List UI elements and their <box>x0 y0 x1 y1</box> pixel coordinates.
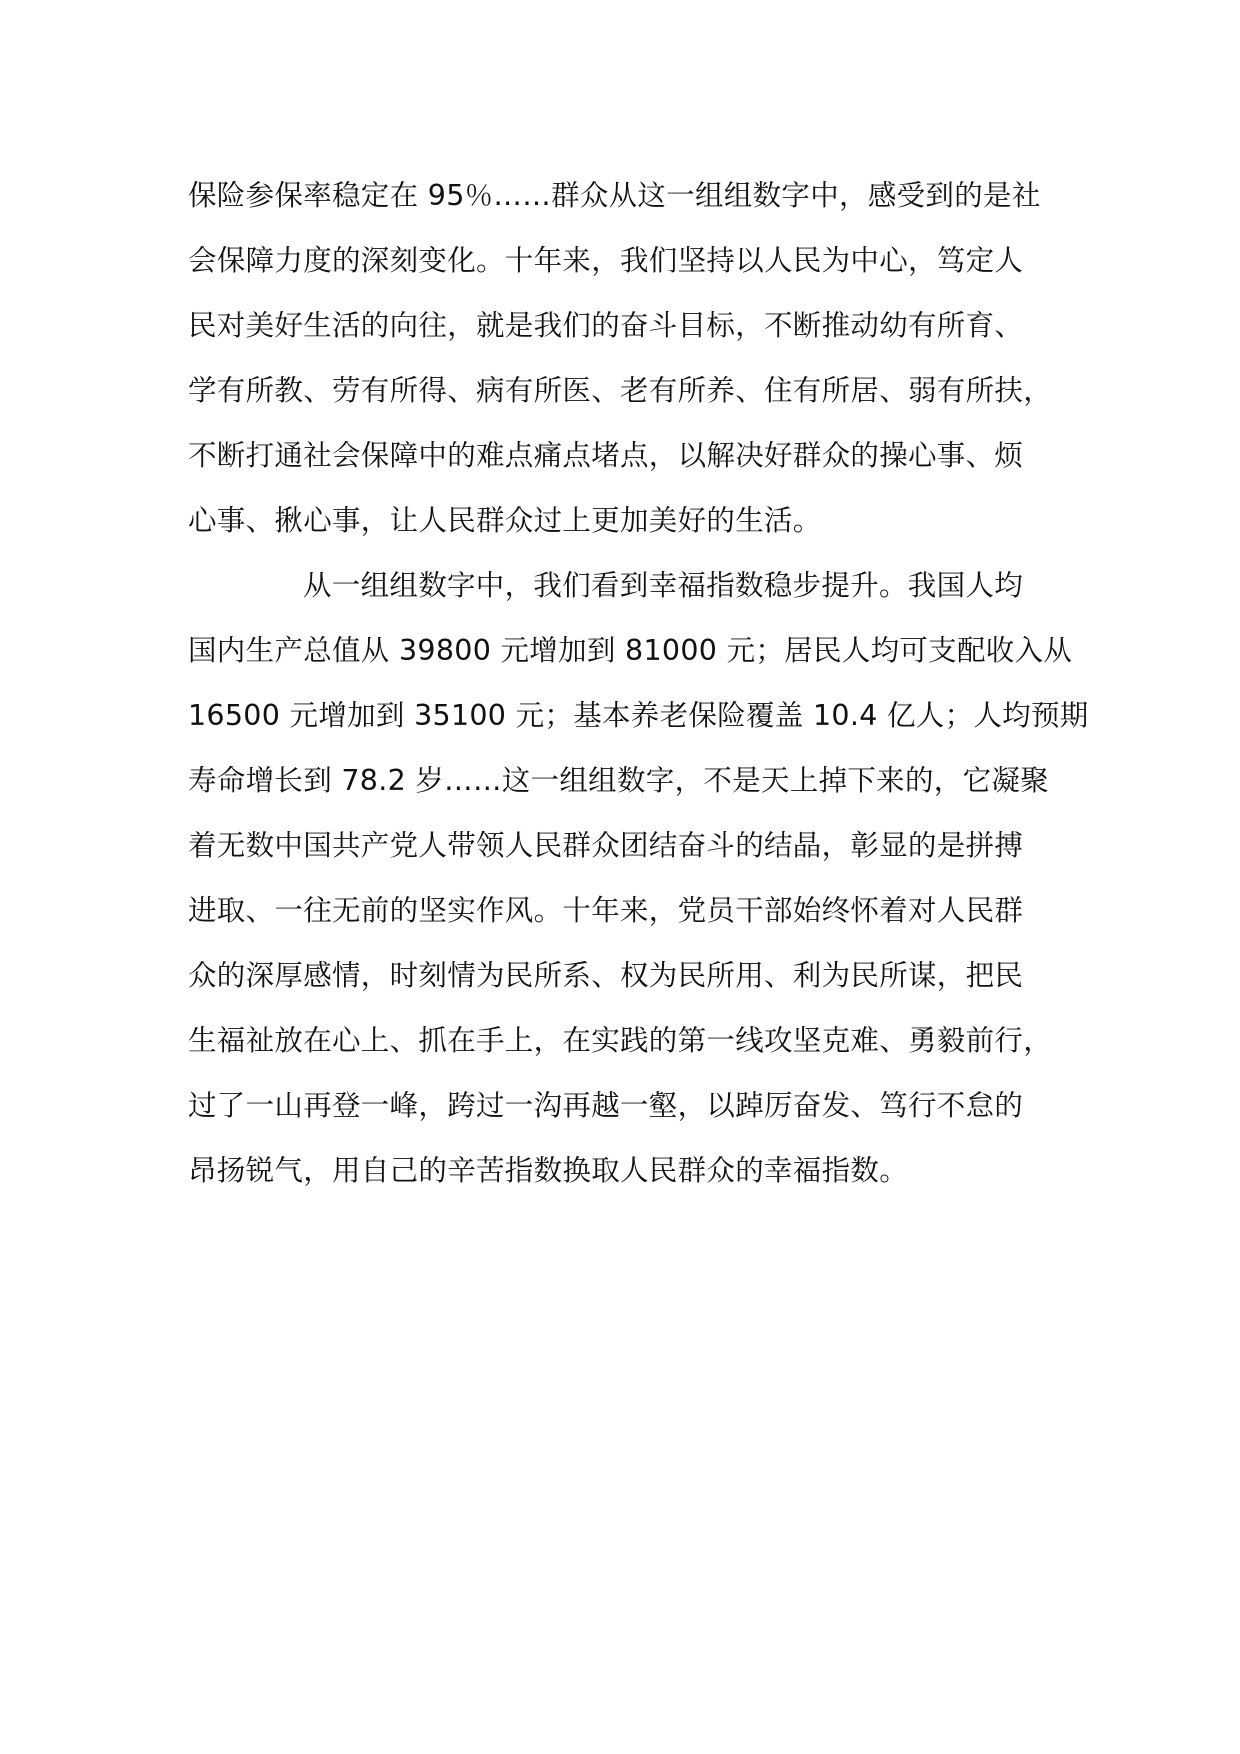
text-line: 心事、揪心事，让人民群众过上更加美好的生活。 <box>188 504 822 537</box>
text-line: 从一组组数字中，我们看到幸福指数稳步提升。我国人均 <box>303 569 1024 602</box>
text-line: 过了一山再登一峰，跨过一沟再越一壑，以踔厉奋发、笃行不怠的 <box>188 1089 1024 1122</box>
text-line: 会保障力度的深刻变化。十年来，我们坚持以人民为中心，笃定人 <box>188 244 1024 277</box>
text-line: 昂扬锐气，用自己的辛苦指数换取人民群众的幸福指数。 <box>188 1154 909 1187</box>
text-line: 民对美好生活的向往，就是我们的奋斗目标，不断推动幼有所育、 <box>188 309 1024 342</box>
text-line: 众的深厚感情，时刻情为民所系、权为民所用、利为民所谋，把民 <box>188 959 1024 992</box>
text-line: 着无数中国共产党人带领人民群众团结奋斗的结晶，彰显的是拼搏 <box>188 829 1024 862</box>
text-line: 不断打通社会保障中的难点痛点堵点，以解决好群众的操心事、烦 <box>188 439 1024 472</box>
text-line: 16500 元增加到 35100 元；基本养老保险覆盖 10.4 亿人；人均预期 <box>188 699 1089 732</box>
text-line: 进取、一往无前的坚实作风。十年来，党员干部始终怀着对人民群 <box>188 894 1024 927</box>
text-line: 寿命增长到 78.2 岁……这一组组数字，不是天上掉下来的，它凝聚 <box>188 764 1049 797</box>
text-line: 学有所教、劳有所得、病有所医、老有所养、住有所居、弱有所扶， <box>188 374 1053 407</box>
text-line: 保险参保率稳定在 95％……群众从这一组组数字中，感受到的是社 <box>188 179 1041 212</box>
text-line: 生福祉放在心上、抓在手上，在实践的第一线攻坚克难、勇毅前行， <box>188 1024 1053 1057</box>
text-line: 国内生产总值从 39800 元增加到 81000 元；居民人均可支配收入从 <box>188 634 1073 667</box>
